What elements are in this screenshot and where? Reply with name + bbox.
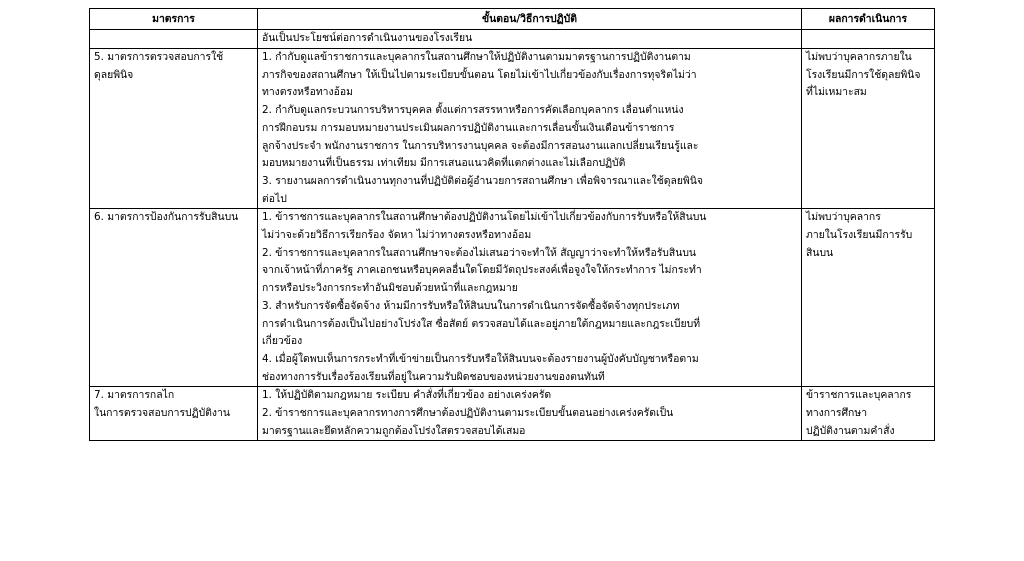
measure-line: ดุลยพินิจ [94,68,134,81]
result-line: สินบน [806,246,834,259]
table-header-row [90,9,935,30]
step-line: 3. สำหรับการจัดซื้อจัดจ้าง ห้ามมีการรับหรือให้สินบนในการดำเนินการจัดซื้อจัดจ้างทุกประเภท [262,299,680,312]
step-line: 2. กำกับดูแลกระบวนการบริหารบุคคล ตั้งแต่การสรรหาหรือการคัดเลือกบุคลากร เลื่อนตำแหน่ง [262,104,684,117]
step-line: ภารกิจของสถานศึกษา ให้เป็นไปตามระเบียบขั้นตอน โดยไม่เข้าไปเกี่ยวข้องกับเรื่องการทุจริตไม่ว่า [262,68,697,81]
step-line: การดำเนินการต้องเป็นไปอย่างโปร่งใส ซื่อสัตย์ ตรวจสอบได้และอยู่ภายใต้กฎหมายและกฎระเบียบที่ [262,317,701,330]
measure-line: ในการตรวจสอบการปฏิบัติงาน [94,407,230,420]
measure-cell [90,49,258,209]
step-line: 1. กำกับดูแลข้าราชการและบุคลากรในสถานศึกษาให้ปฏิบัติงานตามมาตรฐานการปฏิบัติงานตาม [262,51,691,63]
result-line: ที่ไม่เหมาะสม [806,86,867,99]
step-line: มอบหมายงานที่เป็นธรรม เท่าเทียม มีการเสนอแนวคิดที่แตกต่างและไม่เลือกปฏิบัติ [262,157,626,170]
result-line: ไม่พบว่าบุคลากร [806,211,881,224]
continuation-steps-cell [258,30,802,49]
table-body [90,30,935,441]
step-line: 2. ข้าราชการและบุคลากรในสถานศึกษาจะต้องไม่เสนอว่าจะทำให้ สัญญาว่าจะทำให้หรือรับสินบน [262,246,697,259]
result-line: ข้าราชการและบุคลากร [806,389,912,402]
table-row [90,387,935,441]
step-line: การหรือประวิงการกระทำอันมิชอบด้วยหน้าที่และกฎหมาย [262,282,518,295]
result-line: ทางการศึกษา [806,407,868,420]
result-line: โรงเรียนมีการใช้ดุลยพินิจ [806,68,921,81]
step-line: 2. ข้าราชการและบุคลากรทางการศึกษาต้องปฏิบัติงานตามระเบียบขั้นตอนอย่างเคร่งครัดเป็น [262,407,674,420]
step-line: เกี่ยวข้อง [262,335,303,348]
continuation-measure-cell [90,30,258,49]
continuation-result-cell [802,30,935,49]
step-line: จากเจ้าหน้าที่ภาครัฐ ภาคเอกชนหรือบุคคลอื่นใดโดยมีวัตถุประสงค์เพื่อจูงใจให้กระทำการ ไม่กระทำ [262,264,702,277]
step-line: ลูกจ้างประจำ พนักงานราชการ ในการบริหารงานบุคคล จะต้องมีการสอนงานแลกเปลี่ยนเรียนรู้และ [262,139,699,152]
measure-line: 5. มาตรการตรวจสอบการใช้ [94,51,224,63]
step-line: 1. ข้าราชการและบุคลากรในสถานศึกษาต้องปฏิบัติงานโดยไม่เข้าไปเกี่ยวข้องกับการรับหรือให้สินบน [262,211,707,224]
document-page [89,8,934,441]
table-row [90,209,935,387]
result-cell [802,49,935,209]
result-line: ภายในโรงเรียนมีการรับ [806,229,913,242]
measure-line: 6. มาตรการป้องกันการรับสินบน [94,211,239,224]
table-row [90,49,935,209]
step-line: 4. เมื่อผู้ใดพบเห็นการกระทำที่เข้าข่ายเป็นการรับหรือให้สินบนจะต้องรายงานผู้บังคับบัญชาหรือตาม [262,352,699,365]
step-line: 3. รายงานผลการดำเนินงานทุกงานที่ปฏิบัติต่อผู้อำนวยการสถานศึกษา เพื่อพิจารณาและใช้ดุลยพินิจ [262,174,703,187]
steps-cell [258,387,802,441]
step-line: มาตรฐานและยึดหลักความถูกต้องโปร่งใสตรวจสอบได้เสมอ [262,424,526,437]
step-line: ไม่ว่าจะด้วยวิธีการเรียกร้อง จัดหา ไม่ว่าทางตรงหรือทางอ้อม [262,229,532,242]
measure-cell [90,209,258,387]
step-line: ต่อไป [262,192,287,205]
header-result: ผลการดำเนินการ [802,9,935,30]
step-line: ช่องทางการรับเรื่องร้องเรียนที่อยู่ในความรับผิดชอบของหน่วยงานของตนทันที [262,370,605,383]
result-cell [802,209,935,387]
measures-table [89,8,935,441]
table-row-continuation [90,30,935,49]
header-measure: มาตรการ [90,9,258,30]
steps-cell [258,209,802,387]
header-steps: ขั้นตอน/วิธีการปฏิบัติ [258,9,802,30]
steps-cell [258,49,802,209]
step-line: ทางตรงหรือทางอ้อม [262,86,353,99]
result-line: ไม่พบว่าบุคลากรภายใน [806,51,912,63]
step-line: 1. ให้ปฏิบัติตามกฎหมาย ระเบียบ คำสั่งที่เกี่ยวข้อง อย่างเคร่งครัด [262,389,552,402]
result-cell [802,387,935,441]
measure-cell [90,387,258,441]
step-line: การฝึกอบรม การมอบหมายงานประเมินผลการปฏิบัติงานและการเลื่อนขั้นเงินเดือนข้าราชการ [262,121,675,134]
result-line: ปฏิบัติงานตามคำสั่ง [806,424,895,437]
measure-line: 7. มาตรการกลไก [94,389,175,402]
continuation-steps-line: อันเป็นประโยชน์ต่อการดำเนินงานของโรงเรียน [262,32,473,44]
